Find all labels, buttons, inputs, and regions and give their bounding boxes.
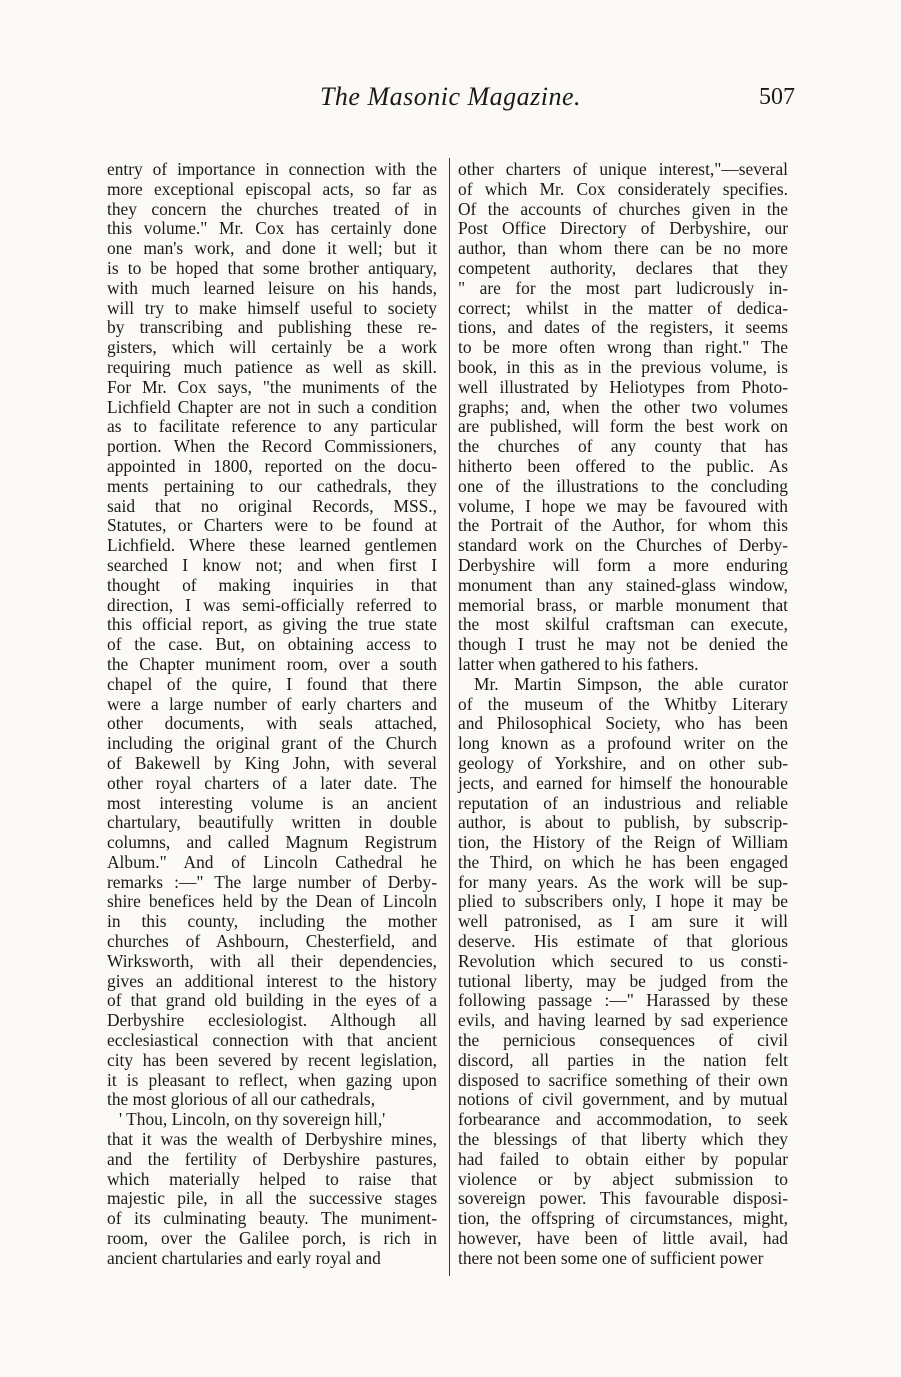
text-line: most interesting volume is an ancient xyxy=(107,792,437,813)
text-line: appointed in 1800, reported on the docu- xyxy=(107,455,437,476)
text-line: tions, and dates of the registers, it seems xyxy=(458,317,788,338)
text-line: monument than any stained-glass window, xyxy=(458,574,788,595)
text-line: ecclesiastical connection with that ancient xyxy=(107,1030,437,1051)
text-line: geology of Yorkshire, and on other sub- xyxy=(458,752,788,773)
text-line: though I trust he may not be denied the xyxy=(458,634,788,655)
text-line: more exceptional episcopal acts, so far as xyxy=(107,178,437,199)
text-line: the Portrait of the Author, for whom this xyxy=(458,515,788,536)
text-line: in this county, including the mother xyxy=(107,911,437,932)
running-head xyxy=(0,82,901,122)
text-line: following passage :—" Harassed by these xyxy=(458,990,788,1011)
text-line: ' Thou, Lincoln, on thy sovereign hill,' xyxy=(119,1109,386,1130)
text-line: including the original grant of the Church xyxy=(107,733,437,754)
text-line: tion, the offspring of circumstances, might, xyxy=(458,1208,788,1229)
text-line: tion, the History of the Reign of William xyxy=(458,832,788,853)
text-line: the most glorious of all our cathedrals, xyxy=(107,1089,376,1110)
text-line: jects, and earned for himself the honourable xyxy=(458,772,788,793)
column-divider xyxy=(449,158,450,1276)
text-line: chartulary, beautifully written in double xyxy=(107,812,437,833)
text-line: " are for the most part ludicrously in- xyxy=(458,277,788,298)
text-line: the pernicious consequences of civil xyxy=(458,1030,788,1051)
text-line: direction, I was semi-officially referred to xyxy=(107,594,437,615)
text-line: disposed to sacrifice something of their own xyxy=(458,1069,788,1090)
text-line: the most skilful craftsman can execute, xyxy=(458,614,788,635)
text-line: had failed to obtain either by popular xyxy=(458,1148,788,1169)
text-line: notions of civil government, and by mutual xyxy=(458,1089,788,1110)
text-line: with much learned leisure on his hands, xyxy=(107,277,437,298)
text-line: competent authority, declares that they xyxy=(458,257,788,278)
text-line: thought of making inquiries in that xyxy=(107,574,437,595)
text-line: room, over the Galilee porch, is rich in xyxy=(107,1228,437,1249)
text-line: majestic pile, in all the successive stages xyxy=(107,1188,437,1209)
text-line: shire benefices held by the Dean of Lincoln xyxy=(107,891,437,912)
text-line: to be more often wrong than right." The xyxy=(458,337,788,358)
text-line: latter when gathered to his fathers. xyxy=(458,653,699,674)
text-line: that it was the wealth of Derbyshire mines, xyxy=(107,1129,437,1150)
text-line: of the museum of the Whitby Literary xyxy=(458,693,788,714)
page-title: The Masonic Magazine. xyxy=(319,82,582,111)
left-column xyxy=(107,160,437,1269)
text-line: chapel of the quire, I found that there xyxy=(107,673,437,694)
text-line: graphs; and, when the other two volumes xyxy=(458,396,788,417)
text-line: ments pertaining to our cathedrals, they xyxy=(107,475,437,496)
text-line: which materially helped to raise that xyxy=(107,1168,437,1189)
text-line: evils, and having learned by sad experience xyxy=(458,1010,788,1031)
text-line: author, is about to publish, by subscrip- xyxy=(458,812,788,833)
text-line: churches of Ashbourn, Chesterfield, and xyxy=(107,931,437,952)
text-line: tutional liberty, may be judged from the xyxy=(458,970,788,991)
text-line: Mr. Martin Simpson, the able curator xyxy=(474,673,788,694)
text-line: were a large number of early charters and xyxy=(107,693,437,714)
text-line: Lichfield. Where these learned gentlemen xyxy=(107,535,437,556)
text-line: discord, all parties in the nation felt xyxy=(458,1049,788,1070)
text-line: well patronised, as I am sure it will xyxy=(458,911,788,932)
text-line: this official report, as giving the true state xyxy=(107,614,437,635)
text-line: is to be hoped that some brother antiquary, xyxy=(107,257,437,278)
text-line: ancient chartularies and early royal and xyxy=(107,1247,381,1268)
text-line: requiring much patience as well as skill. xyxy=(107,356,437,377)
text-line: memorial brass, or marble monument that xyxy=(458,594,788,615)
text-line: as to facilitate reference to any particular xyxy=(107,416,437,437)
text-line: forbearance and accommodation, to seek xyxy=(458,1109,788,1130)
text-line: however, have been of little avail, had xyxy=(458,1228,788,1249)
text-line: it is pleasant to reflect, when gazing upon xyxy=(107,1069,437,1090)
text-line: and the fertility of Derbyshire pastures, xyxy=(107,1148,437,1169)
text-line: columns, and called Magnum Registrum xyxy=(107,832,437,853)
text-line: by transcribing and publishing these re- xyxy=(107,317,437,338)
text-line: book, in this as in the previous volume, is xyxy=(458,356,788,377)
text-line: said that no original Records, MSS., xyxy=(107,495,437,516)
text-line: one man's work, and done it well; but it xyxy=(107,238,437,259)
text-line: searched I know not; and when first I xyxy=(107,554,437,575)
text-line: for many years. As the work will be sup- xyxy=(458,871,788,892)
text-line: other royal charters of a later date. The xyxy=(107,772,437,793)
text-line: of which Mr. Cox considerately specifies. xyxy=(458,178,788,199)
text-line: deserve. His estimate of that glorious xyxy=(458,931,788,952)
text-line: volume, I hope we may be favoured with xyxy=(458,495,788,516)
text-line: there not been some one of sufficient power xyxy=(458,1247,764,1268)
text-line: gives an additional interest to the history xyxy=(107,970,437,991)
text-line: sovereign power. This favourable disposi- xyxy=(458,1188,788,1209)
text-line: Album." And of Lincoln Cathedral he xyxy=(107,851,437,872)
text-line: Lichfield Chapter are not in such a condition xyxy=(107,396,437,417)
page-number: 507 xyxy=(759,84,795,110)
text-line: other documents, with seals attached, xyxy=(107,713,437,734)
text-line: Of the accounts of churches given in the xyxy=(458,198,788,219)
text-line: violence or by abject submission to xyxy=(458,1168,788,1189)
text-line: standard work on the Churches of Derby- xyxy=(458,535,788,556)
text-line: For Mr. Cox says, "the muniments of the xyxy=(107,376,437,397)
text-line: the churches of any county that has xyxy=(458,436,788,457)
text-line: hitherto been offered to the public. As xyxy=(458,455,788,476)
text-line: Derbyshire ecclesiologist. Although all xyxy=(107,1010,437,1031)
text-line: and Philosophical Society, who has been xyxy=(458,713,788,734)
text-line: long known as a profound writer on the xyxy=(458,733,788,754)
text-line: the blessings of that liberty which they xyxy=(458,1129,788,1150)
text-line: author, than whom there can be no more xyxy=(458,238,788,259)
text-line: the Chapter muniment room, over a south xyxy=(107,653,437,674)
text-line: gisters, which will certainly be a work xyxy=(107,337,437,358)
text-line: of the case. But, on obtaining access to xyxy=(107,634,437,655)
right-column xyxy=(458,160,788,1269)
text-line: plied to subscribers only, I hope it may be xyxy=(458,891,788,912)
text-line: city has been severed by recent legislation, xyxy=(107,1049,437,1070)
text-line: other charters of unique interest,"—several xyxy=(458,159,788,179)
text-line: entry of importance in connection with the xyxy=(107,159,437,179)
text-line: they concern the churches treated of in xyxy=(107,198,437,219)
text-line: correct; whilst in the matter of dedica- xyxy=(458,297,788,318)
text-line: will try to make himself useful to society xyxy=(107,297,437,318)
text-line: Statutes, or Charters were to be found at xyxy=(107,515,437,536)
text-line: the Third, on which he has been engaged xyxy=(458,851,788,872)
text-line: one of the illustrations to the concluding xyxy=(458,475,788,496)
text-line: are published, will form the best work on xyxy=(458,416,788,437)
text-line: this volume." Mr. Cox has certainly done xyxy=(107,218,437,239)
text-line: Wirksworth, with all their dependencies, xyxy=(107,950,437,971)
text-line: reputation of an industrious and reliable xyxy=(458,792,788,813)
text-line: of Bakewell by King John, with several xyxy=(107,752,437,773)
text-line: remarks :—" The large number of Derby- xyxy=(107,871,437,892)
text-line: Derbyshire will form a more enduring xyxy=(458,554,788,575)
text-line: of its culminating beauty. The muniment- xyxy=(107,1208,437,1229)
text-line: portion. When the Record Commissioners, xyxy=(107,436,437,457)
text-line: well illustrated by Heliotypes from Photo- xyxy=(458,376,788,397)
text-line: of that grand old building in the eyes of a xyxy=(107,990,437,1011)
text-line: Revolution which secured to us consti- xyxy=(458,950,788,971)
text-line: Post Office Directory of Derbyshire, our xyxy=(458,218,788,239)
